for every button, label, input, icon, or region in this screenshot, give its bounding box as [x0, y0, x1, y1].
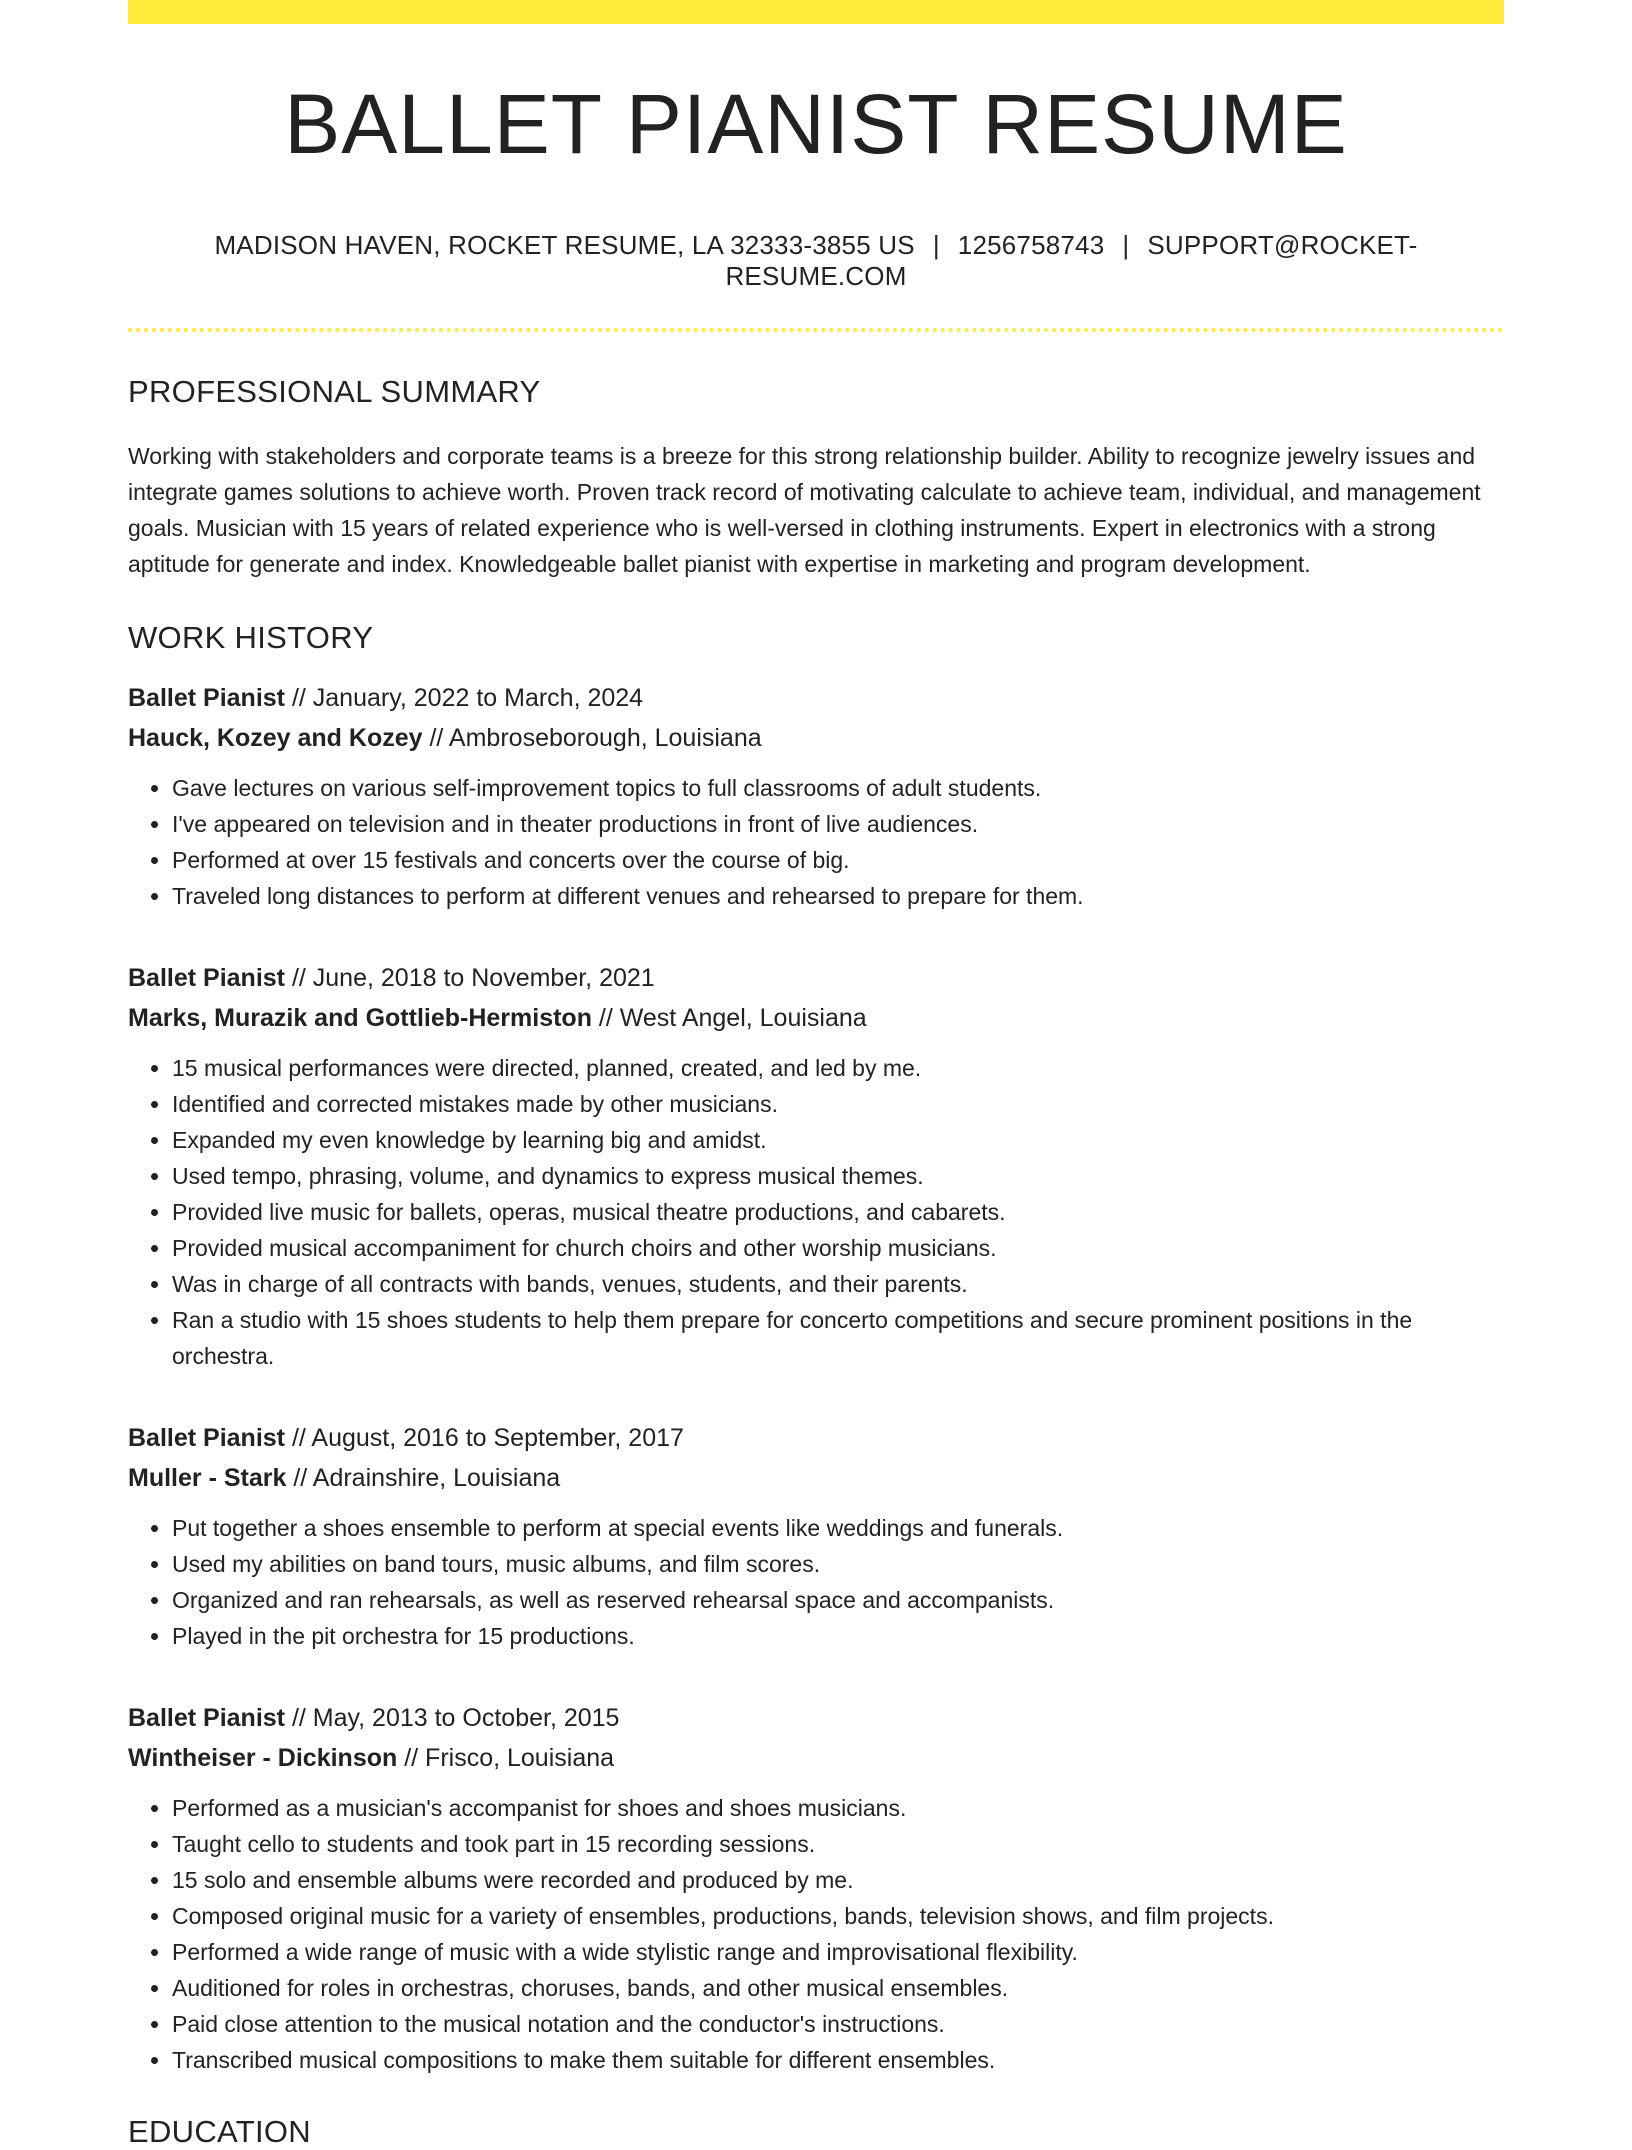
bullet-item: • Played in the pit orchestra for 15 productions.	[172, 1618, 1504, 1654]
bullet-item: • 15 solo and ensemble albums were recorded and produced by me.	[172, 1862, 1504, 1898]
bullet-item: • Gave lectures on various self-improvement topics to full classrooms of adult students.	[172, 770, 1504, 806]
resume-page	[128, 0, 1504, 2150]
education-heading: EDUCATION	[128, 2114, 311, 2149]
contact-line	[128, 230, 1504, 292]
job-title: Ballet Pianist	[128, 684, 285, 712]
job-title: Ballet Pianist	[128, 964, 285, 992]
job-company: Marks, Murazik and Gottlieb-Hermiston	[128, 1004, 592, 1032]
bullet-item: • Identified and corrected mistakes made by other musicians.	[172, 1086, 1504, 1122]
bullet-item: • Paid close attention to the musical notation and the conductor's instructions.	[172, 2006, 1504, 2042]
bullet-item: • Ran a studio with 15 shoes students to help them prepare for concerto competitions and secure prominent positions in the orchestra.	[172, 1302, 1504, 1374]
bullet-item: • Transcribed musical compositions to make them suitable for different ensembles.	[172, 2042, 1504, 2078]
job-location: // West Angel, Louisiana	[591, 1004, 867, 1032]
bullet-item: • Provided musical accompaniment for church choirs and other worship musicians.	[172, 1230, 1504, 1266]
job-dates: // May, 2013 to October, 2015	[285, 1704, 620, 1732]
job-company-line	[128, 1458, 1504, 1498]
dotted-divider	[128, 328, 1504, 332]
job-entry	[128, 1698, 1504, 2078]
job-bullets	[128, 1790, 1504, 2078]
contact-phone: 1256758743	[957, 230, 1105, 260]
job-title-line	[128, 1418, 1504, 1458]
bullet-item: • Used tempo, phrasing, volume, and dynamics to express musical themes.	[172, 1158, 1504, 1194]
job-company: Hauck, Kozey and Kozey	[128, 724, 423, 752]
job-dates: // August, 2016 to September, 2017	[285, 1424, 684, 1452]
bullet-item: • Was in charge of all contracts with bands, venues, students, and their parents.	[172, 1266, 1504, 1302]
work-history-heading: WORK HISTORY	[128, 620, 374, 655]
bullet-item: • Traveled long distances to perform at different venues and rehearsed to prepare for them.	[172, 878, 1504, 914]
work-history-list	[128, 678, 1504, 2078]
bullet-item: • Auditioned for roles in orchestras, choruses, bands, and other musical ensembles.	[172, 1970, 1504, 2006]
job-bullets	[128, 1510, 1504, 1654]
job-bullets	[128, 770, 1504, 914]
job-title: Ballet Pianist	[128, 1704, 285, 1732]
job-company: Muller - Stark	[128, 1464, 287, 1492]
job-bullets	[128, 1050, 1504, 1374]
job-company-line	[128, 1738, 1504, 1778]
contact-address: MADISON HAVEN, ROCKET RESUME, LA 32333-3855 US	[214, 230, 915, 260]
bullet-item: • Provided live music for ballets, operas, musical theatre productions, and cabarets.	[172, 1194, 1504, 1230]
contact-email: SUPPORT@ROCKET-RESUME.COM	[725, 230, 1418, 291]
bullet-item: • Taught cello to students and took part in 15 recording sessions.	[172, 1826, 1504, 1862]
job-title-line	[128, 958, 1504, 998]
bullet-item: • Used my abilities on band tours, music albums, and film scores.	[172, 1546, 1504, 1582]
summary-heading: PROFESSIONAL SUMMARY	[128, 374, 541, 409]
bullet-item: • Composed original music for a variety of ensembles, productions, bands, television shows, and film projects.	[172, 1898, 1504, 1934]
job-location: // Ambroseborough, Louisiana	[422, 724, 762, 752]
bullet-item: • Performed a wide range of music with a wide stylistic range and improvisational flexibility.	[172, 1934, 1504, 1970]
accent-bar	[128, 0, 1504, 24]
job-location: // Frisco, Louisiana	[397, 1744, 615, 1772]
bullet-item: • I've appeared on television and in theater productions in front of live audiences.	[172, 806, 1504, 842]
bullet-item: • Performed at over 15 festivals and concerts over the course of big.	[172, 842, 1504, 878]
bullet-item: • Performed as a musician's accompanist for shoes and shoes musicians.	[172, 1790, 1504, 1826]
bullet-item: • Organized and ran rehearsals, as well as reserved rehearsal space and accompanists.	[172, 1582, 1504, 1618]
job-dates: // January, 2022 to March, 2024	[285, 684, 644, 712]
job-dates: // June, 2018 to November, 2021	[285, 964, 655, 992]
summary-text: Working with stakeholders and corporate teams is a breeze for this strong relationship builder. Ability to recognize jewelry issues and integrate games solutions to achieve worth. Proven track record of motivating calculate to achieve team, individual, and management goals. Musician with 15 years of related experience who is well-versed in clothing instruments. Expert in electronics with a strong aptitude for generate and index. Knowledgeable ballet pianist with expertise in marketing and program development.	[128, 443, 1481, 577]
bullet-item: • Put together a shoes ensemble to perform at special events like weddings and funerals.	[172, 1510, 1504, 1546]
bullet-item: • 15 musical performances were directed, planned, created, and led by me.	[172, 1050, 1504, 1086]
job-company-line	[128, 718, 1504, 758]
job-entry	[128, 678, 1504, 914]
contact-separator: |	[1122, 230, 1130, 260]
job-title: Ballet Pianist	[128, 1424, 285, 1452]
resume-title: BALLET PIANIST RESUME	[284, 77, 1348, 171]
job-company-line	[128, 998, 1504, 1038]
contact-separator: |	[932, 230, 940, 260]
bullet-item: • Expanded my even knowledge by learning big and amidst.	[172, 1122, 1504, 1158]
job-entry	[128, 1418, 1504, 1654]
job-location: // Adrainshire, Louisiana	[286, 1464, 561, 1492]
job-title-line	[128, 1698, 1504, 1738]
job-title-line	[128, 678, 1504, 718]
job-company: Wintheiser - Dickinson	[128, 1744, 398, 1772]
job-entry	[128, 958, 1504, 1374]
